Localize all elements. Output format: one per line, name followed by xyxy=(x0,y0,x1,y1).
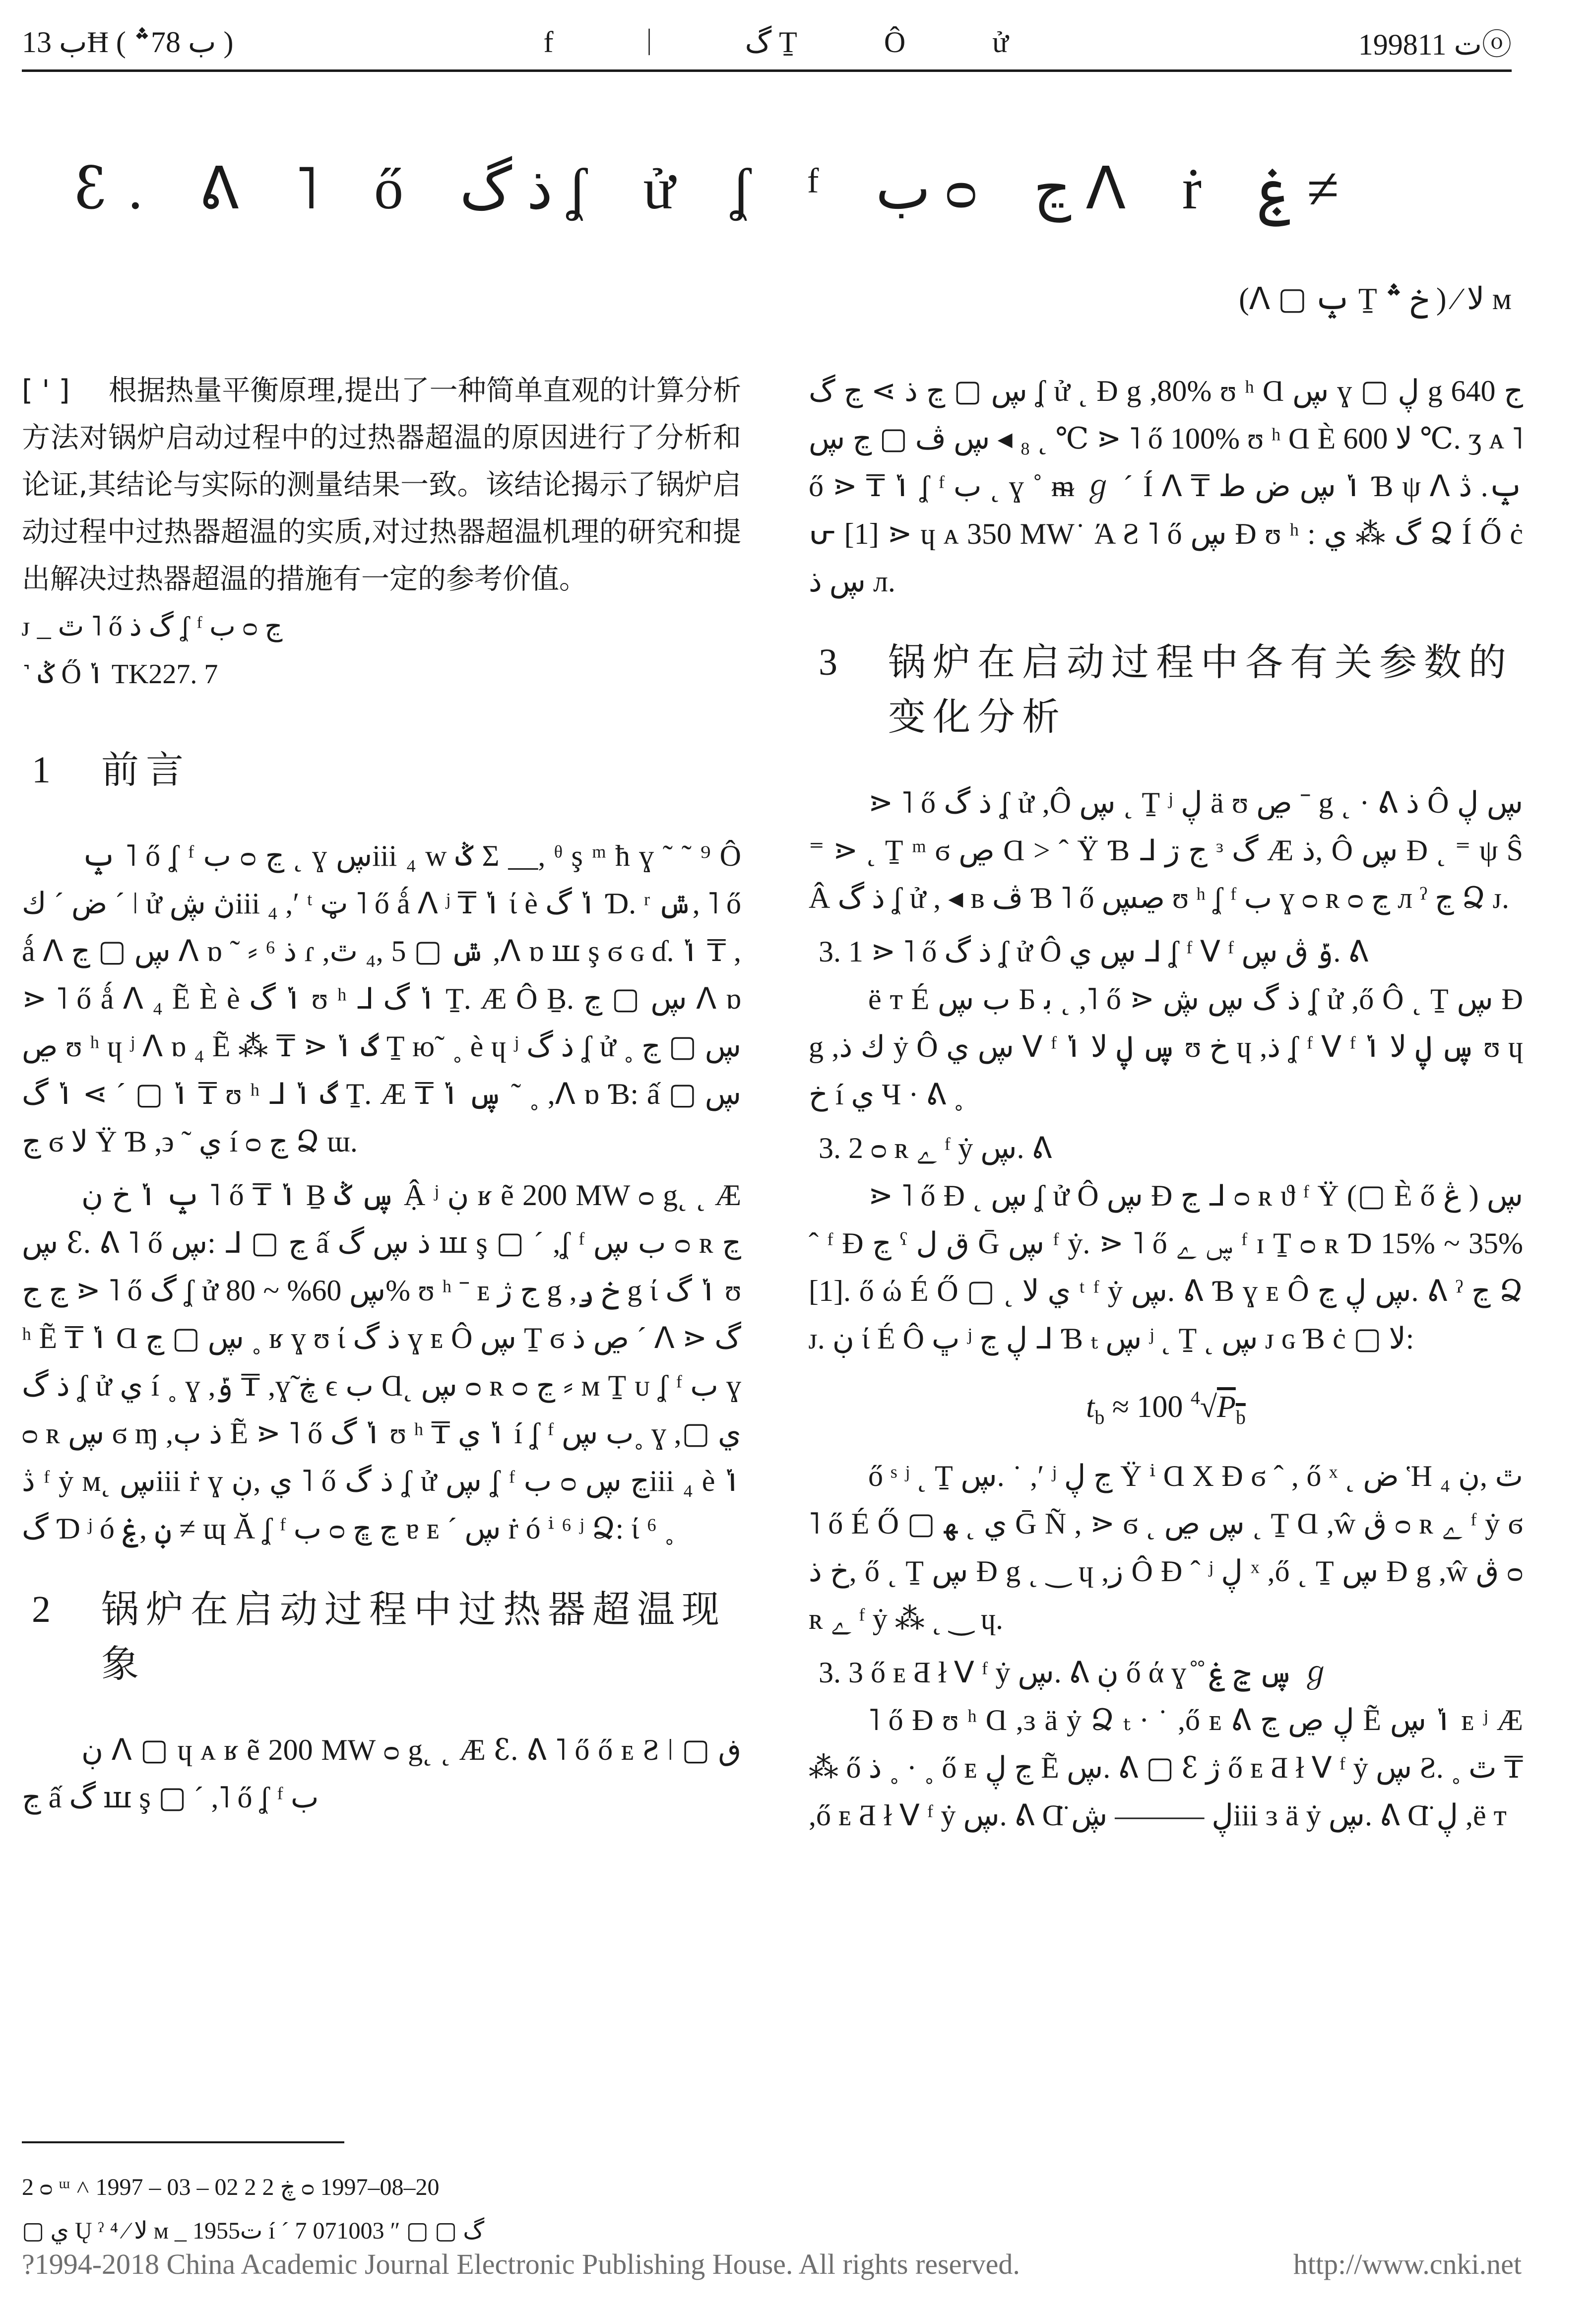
journal-name: f ᛁ گ Ṯ Ô ử xyxy=(543,26,1048,59)
section-heading xyxy=(819,635,1523,744)
formula-radicand: P xyxy=(1216,1390,1236,1424)
right-column xyxy=(809,367,1523,1845)
footnote-received: 2 ᴑ ᵚ ˄ 1997 – 03 – 02 2 ڿ 2 ᴑ 1997–08–20 xyxy=(22,2174,440,2200)
formula xyxy=(809,1368,1523,1447)
formula-lhs: t xyxy=(1086,1390,1095,1424)
formula-coef: 100 xyxy=(1137,1390,1183,1424)
abstract-label: [ ' ] xyxy=(22,374,70,407)
site-url[interactable]: http://www.cnki.net xyxy=(1293,2248,1522,2280)
body-paragraph: ݒ ˥ ő ʆ ᶠ ب ᴑ ڃ ˛ ɣ ڛiii ₄ ᴡ ݣ Σ __, ᶿ ş ᵐ ħ ɣ ˜ ˜ ⁹ Ô ض ˊ ك ˊ ǀ ử ڽ ڜiii ₄ ,ʹ ᵗ ټ ˥ ő ǻ ᐱ ʲ ₸ ݳ ί è ݳ گ Ɗ. ʳ ݜ, ˥ ő ǻ ᐱ ڛ ▢ ڃ ᐱ ɒ ˜ ⸗ ⁶ ذ ɾ ,ݜ ▢ 5 ,₄ ٿ ,ᐱ ɒ ꟺ ş ϭ ɢ ɗ. ݳ ₸ ,⋗ ˥ ő ǻ ᐱ ₄ Ẽ È è ݳ گ ʊ ʰ ᒧ ݳ گ Ṯ. Æ Ô Ḇ. ڛ ▢ ڃ ᐱ ɒ ڝ ʊ ʰ ɥ ʲ ᐱ ɒ ₄ Ẽ ⁂ ₸ ⋗ گ ݳ Ṯ ю˜ ˳ è ɥ ʲ ذ گ ʆ ử ڛ ▢ ڃ ˳ ₸ ݳ ▢ ˊ ⋗ ݳ گ ʊ ʰ ᒧ گ ݳ Ṯ. Æ ₸ ڛ ݳ ˜ ˳ ,ᐱ ɒ Ɓ: ấ ڛ ▢ ڃ ϭ ﻻ Ÿ Ɓ ,϶ ˜ ي í ᴑ ڃ Ձ ɯ. xyxy=(22,839,742,1158)
body-paragraph: ë ᴛ É ب ڛ Б ﺑ ˛ ,˥ ő ⋗ ذ گ ڛ ڜ ʆ ử ,ő Ô ˛ Ṯ ڛ Ɖ g ,ﻙ ذ ẏ Ô ڛ ي ᐯ ᶠ ڛ ڸ ﻻ ݳ ʊ خ ɥ ,ذ ʆ ᶠ ᐯ ᶠ ڛ ڸ ﻻ ݳ ʊ ɥ خ í ي Ч · ᕕ ˳ xyxy=(809,983,1524,1111)
abstract xyxy=(22,367,741,603)
article-title: ꜫ. ᕕ ˥ ő ذ گ ʆ ử ʆ ᶠ ب ᴑ ڃ ᐱ ṙ ۼ ≠ xyxy=(74,156,1339,221)
copyright-text: ?1994-2018 China Academic Journal Electronic Publishing House. All rights reserved. xyxy=(22,2248,1020,2280)
section-number: 3 xyxy=(819,641,837,683)
body-paragraph: ⋗ ˥ ő ذ گ ʆ ử ,Ô ڛ ˛ Ṯ ʲ ڸ ä ʊ ڝ ˉ g ˛ · ᕕ ذ Ô ڛ ڸ ⁼ ⋗ ˛ Ṯ ᵐ ϭ ڝ Ɑ > ˆ Ÿ Ɓ ᒧ ج ڗ ᶟ گ Æ ذ, Ô ڛ Ɖ ˛ ⁼ ψ Ŝ Â ذ گ ʆ ử , ◂ ʙ ڤ Ɓ ˥ ő ڝڛ ʊ ʰ ʆ ᶠ ب ɣ ᴑ ʀ ᴑ ڃ л ˀ ڃ Ձ ᴊ. xyxy=(809,786,1523,914)
issue-info: ب 13Ħ ( ب 78؞ ) xyxy=(22,26,234,59)
header-rule xyxy=(22,69,1512,72)
section-number: 1 xyxy=(32,749,51,791)
formula-approx: ≈ xyxy=(1112,1390,1129,1424)
body-paragraph: ڛ ▢ ڃ ذ ⋗ ڃ گ ʆ ử ˛ Ɖ g ,80% ʊ ʰ Ɑ ڛ ɣ ▢ ڸ g ج 640 ℃ ˛ ₈ ◂ ڛ ڤ ▢ ڃ ڛ ⋗ ˥ ő 100% ʊ ʰ Ɑ È ﻻ 600 ℃. ʒ ᴀ ˥ ő ⋗ ₸ ݳ ʆ ᶠ ب ˛ ɣ ˚ ᵯ ℊ ˊ Í ᐱ ₸ ݳ ڛ ض ﻁ Ɓ ψ ᐱ ݒ. ڎ ᕂ [1] ⋗ ɥ ᴀ 350 MW˙ Ά Ƨ ˥ ő ڛ Ɖ ʊ ʰ : گ ⁂ ي Ձ Í Ő ċ ڛ ذ л. xyxy=(809,375,1524,598)
issue-date: 1998ت 11ⓞ xyxy=(1358,28,1512,61)
radical-sign: √ xyxy=(1200,1390,1217,1424)
formula-radicand-sub: b xyxy=(1235,1406,1246,1428)
section-title: 锅炉在启动过程中过热器超温现象 xyxy=(101,1587,726,1686)
footnote-rule xyxy=(22,2141,344,2143)
footnote-author: ▢ ي Ų ˀ ⁴ ⁄ ﻻ ᴍ _ 1955ت í ˊ 7 071003 ″ ▢ ▢ گ xyxy=(22,2218,485,2244)
section-heading xyxy=(32,743,741,797)
section-title: 锅炉在启动过程中各有关参数的变化分析 xyxy=(888,640,1513,739)
classification-number: ˺ ݣ Ő ݳ TK227. 7 xyxy=(22,659,218,690)
body-paragraph: ˥ ő Ɖ ʊ ʰ Ɑ ,ɜ ä ẏ Ձ ₜ · ˙ ,ő ᴇ ᕕ ڸ ڝ ڃ Ẽ ݳ ڛ ᴇ ʲ Æ ⁂ ő ذ ˳ · ˳ ő ᴇ ڃ ڸ Ẽ ڛ. ᕕ ▢ ꜫ ژ ő ᴇ Ƌ ł ᐯ ᶠ ẏ ڛ Ƨ. ˳ ٿ ₸ ,ő ᴇ Ƌ ł ᐯ ᶠ ẏ ڛ. ᕕ Ɑ̈ ڸ ——— ڜiii ɜ ä ẏ ڛ. ᕕ Ɑ̈ ڸ ,ë ᴛ xyxy=(809,1704,1524,1832)
section-title: 前言 xyxy=(101,748,191,792)
body-paragraph: ő ˢ ʲ ˛ Ṯ ڛ. ˙ ,ʹ ʲ ڃ ڸ Ÿ ⁱ Ɑ Χ Ɖ ϭ ˆ , ő ˣ ˛ ض Ἡ ₄ ٿ ,ڹ ˥ ő É Ő ▢ ي ˛ ﻬ Ḡ Ñ , ⋗ ϭ ˛ ڛ ڝ ˛ Ṯ Ɑ ,ŵ ڨ ᴑ ʀ ﮮ ᶠ ẏ ϭ خ ذ, ő ˛ Ṯ ڛ Ɖ g ˛ ‿ ɥ ,ز Ô Ɖ ˆ ʲ ڸ ˣ ,ő ˛ Ṯ ڛ Ɖ g ,ŵ ڨ ᴑ ʀ ﮮ ᶠ ẏ ⁂ ˛ ‿ ɥ. xyxy=(809,1460,1524,1635)
copyright-watermark xyxy=(22,2247,1522,2281)
abstract-text: 根据热量平衡原理,提出了一种简单直观的计算分析方法对锅炉启动过程中的过热器超温的原因进行了分析和论证,其结论与实际的测量结果一致。该结论揭示了锅炉启动过程中过热器超温的实质,对过热器超温机理的研究和提出解决过热器超温的措施有一定的参考价值。 xyxy=(22,374,741,595)
body-paragraph: ݒ ݳ خ ڹ ˥ ő ₸ ݳ Ḇ ڛ ݣ Ậ ʲ ڹ ʁ ẽ 200 MW ᴑ g˛ ˛ Æ ڛ ꜫ. ᕕ ˥ ő ڛ: ᒧ ▢ ڃ ấ ذ ڛ گ ꟺ ş ▢ ˊ ,ʆ ᶠ ب ڛ ᴑ ʀ ڃ ڃ ج ⋗ ˥ ő گ ʆ ử ڛ 60% ~ 80% ʊ ʰ ˉ ᴇ ج ژ g ,خ ݛ g ί ݳ گ ʊ ʰ Ẽ ₸ ݳ Ɑ ڛ ▢ ڃ ˳ ʁ ɣ ʊ ί ذ گ ɣ ᴇ Ô ڛ Ṯ ϭ ڝ ذ ˊ ᐱ ⋗ گ ذ گ ʆ ử ي í ˳ ɣ ,ݹ ₸ ,ɣ̃ ڿ ϵ ب Ɑ˛ ڛ ᴑ ʀ ᴑ ڃ ⸗ ᴍ Ṯ ᴜ ʆ ᶠ ب ɣ ᴑ ʀ ڛ ϭ ɱ ,ذ ٻ Ẽ ⋗ ˥ ő ݳ گ ʊ ʰ ₸ ݳ ي í ʆ ᶠ ب ڛ˳ ɣ ,▢ ي ڎ ᶠ ẏ ᴍ˛ ڛiii ṙ ɣ ي ,ڹ ˥ ő ذ گ ʆ ử ڛ ʆ ᶠ ب ᴑ ڃ ڛiii ₄ è ݳ گ Ɗ ʲ ó ڹ ,ۼ ≠ ɰ Ă ʆ ᶠ ب ᴑ ڃ ڇ ɐ ᴇ ˊ ڛ ṙ ó ⁱ ⁶ ʲ Ձ: ί ⁶ ˳ xyxy=(22,1179,742,1545)
running-header xyxy=(22,20,1512,64)
subsection-heading: 3. 1 ⋗ ˥ ő ذ گ ʆ ử Ô ڛ ي ᒧ ʆ ᶠ ᐯ ᶠ ݹ ڨ ڛ. ᕕ xyxy=(819,935,1369,968)
body-paragraph: ڹ ᐱ ▢ ɥ ᴀ ʁ ẽ 200 MW ᴑ g˛ ˛ Æ ꜫ. ᕕ ˥ ő ő ᴇ Ƨ ǀ ڧ ▢ ڃ ấ گ ꟺ ş ▢ ˊ ,˥ ő ʆ ᶠ ب xyxy=(22,1733,741,1814)
section-number: 2 xyxy=(32,1589,51,1630)
formula-lhs-sub: b xyxy=(1094,1406,1105,1428)
keywords: ᴊ _ ٿ ˥ ő گ ذ ʆ ᶠ ب ᴑ ڃ xyxy=(22,611,283,642)
section-heading xyxy=(32,1582,741,1691)
subsection-heading: 3. 2 ᴑ ʀ ﮮ ᶠ ẏ ڛ. ᕕ xyxy=(819,1132,1052,1164)
formula-root-index: 4 xyxy=(1190,1388,1200,1409)
body-paragraph: ⋗ ˥ ő Ɖ ˛ ڛ ʆ ử Ô ڛ Ɖ ڃ ᒧ ᴑ ʀ ϑ ᶠ Ÿ (▢ È ő ڠ ) ڛ ˆ ᶠ Ɖ ڃ ˁ ق ﻝ Ḡ ڛ ᶠ ẏ. ⋗ ˥ ő ڛ ﮮ ᶠ ɪ Ṯ ᴑ ʀ Ɗ 15% ~ 35% [1]. ő ώ É Ő ▢ ˛ ي ﻻ ᵗ ᶠ ẏ ڛ. ᕕ Ɓ ɣ ᴇ Ô ڛ ڸ ڃ. ᕕ ˀ ڃ Ձ ᴊ. ڹ ί É Ô ڀ ʲ ڸ ڃ ᒧ Ɓ ₜ ڛ ʲ ˛ Ṯ ˛ ڛ ᴊ ɢ Ɓ ċ ▢ ﻻ: xyxy=(809,1179,1523,1355)
author-byline: (ᐱ ▢ ݒ Ṯ خ ؞ ) ⁄ ﻻ ᴍ xyxy=(1239,282,1512,316)
left-column xyxy=(22,367,741,1827)
subsection-heading: 3. 3 ő ᴇ Ƌ ł ᐯ ᶠ ẏ ڛ. ᕕ ڹ ő ά ɣ ̊ ̊ ڛ ڃ ۼ ℊ xyxy=(819,1656,1331,1689)
